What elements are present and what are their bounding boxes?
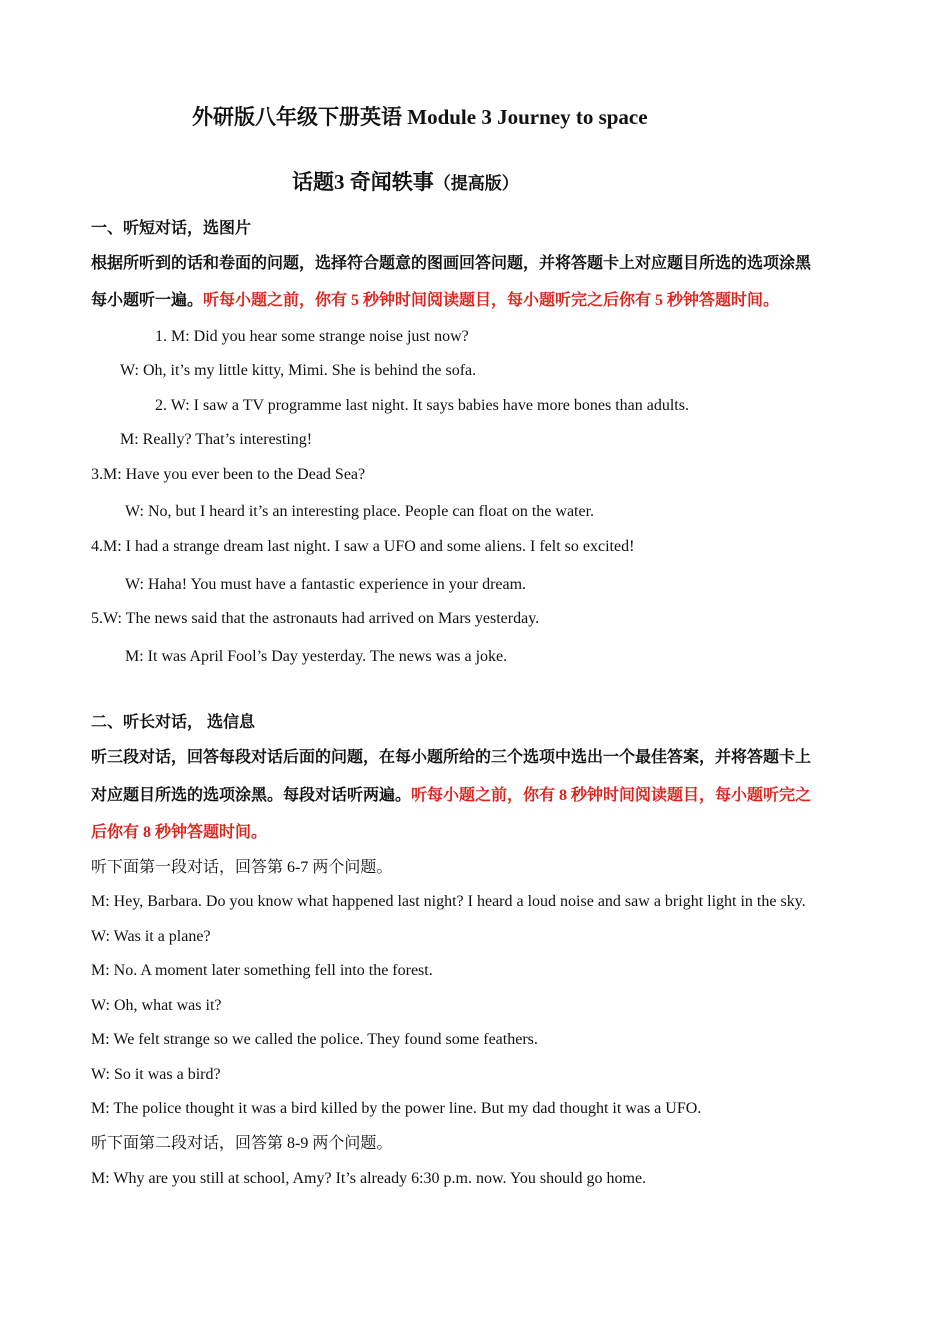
section1-heading: 一、听短对话，选图片 — [91, 220, 252, 237]
section1-instruction-2-red: 听每小题之前，你有 5 秒钟时间阅读题目，每小题听完之后你有 5 秒钟答题时间。 — [203, 292, 780, 309]
page-title: 外研版八年级下册英语 Module 3 Journey to space — [192, 105, 648, 129]
subtitle-suffix: （提高版） — [433, 174, 519, 193]
dialogue-line: M: No. A moment later something fell into the forest. — [91, 962, 433, 979]
section2-instruction-3: 后你有 8 秒钟答题时间。 — [91, 824, 268, 841]
section2-instruction-2-red: 听每小题之前，你有 8 秒钟时间阅读题目，每小题听完之 — [411, 787, 812, 804]
dialogue-line: W: Was it a plane? — [91, 928, 211, 945]
dialogue-line: 4.M: I had a strange dream last night. I saw a UFO and some aliens. I felt so excited! — [91, 538, 635, 555]
dialogue-line: W: Haha! You must have a fantastic experience in your dream. — [125, 576, 527, 593]
dialogue-line: M: The police thought it was a bird killed by the power line. But my dad thought it was a UFO. — [91, 1100, 702, 1117]
dialogue-line: M: Why are you still at school, Amy? It’s already 6:30 p.m. now. You should go home. — [91, 1170, 647, 1187]
dialogue-line: 2. W: I saw a TV programme last night. It says babies have more bones than adults. — [155, 397, 689, 414]
section1-instruction-1: 根据所听到的话和卷面的问题，选择符合题意的图画回答问题，并将答题卡上对应题目所选的选项涂黑 — [91, 255, 812, 272]
section2-instruction-2-black: 对应题目所选的选项涂黑。每段对话听两遍。 — [91, 787, 412, 804]
section2-heading: 二、听长对话， 选信息 — [91, 714, 256, 731]
section1-instruction-2 — [91, 291, 779, 311]
section1-instruction-2-black: 每小题听一遍。 — [91, 292, 204, 309]
dialogue-line: M: Really? That’s interesting! — [120, 431, 313, 448]
dialogue-line: 3.M: Have you ever been to the Dead Sea? — [91, 466, 366, 483]
dialogue-line: W: No, but I heard it’s an interesting place. People can float on the water. — [125, 503, 595, 520]
section2-instruction-1: 听三段对话，回答每段对话后面的问题，在每小题所给的三个选项中选出一个最佳答案，并将答题卡上 — [91, 749, 812, 766]
dialogue-line: M: It was April Fool’s Day yesterday. The news was a joke. — [125, 648, 508, 665]
dialogue-line: W: Oh, what was it? — [91, 997, 222, 1014]
subtitle-main: 话题3 奇闻轶事 — [292, 170, 434, 194]
dialogue-line: M: Hey, Barbara. Do you know what happened last night? I heard a loud noise and saw a bright light in the sky. — [91, 893, 806, 910]
page-subtitle — [292, 169, 519, 197]
dialogue-line: W: Oh, it’s my little kitty, Mimi. She is behind the sofa. — [120, 362, 477, 379]
dialogue-line: W: So it was a bird? — [91, 1066, 221, 1083]
dialogue-line: 5.W: The news said that the astronauts had arrived on Mars yesterday. — [91, 610, 540, 627]
dialogue-instruction: 听下面第一段对话，回答第 6-7 两个问题。 — [91, 859, 393, 876]
section2-instruction-2 — [91, 786, 811, 806]
dialogue-line: 1. M: Did you hear some strange noise just now? — [155, 328, 469, 345]
dialogue-line: M: We felt strange so we called the police. They found some feathers. — [91, 1031, 538, 1048]
dialogue-instruction: 听下面第二段对话，回答第 8-9 两个问题。 — [91, 1135, 393, 1152]
